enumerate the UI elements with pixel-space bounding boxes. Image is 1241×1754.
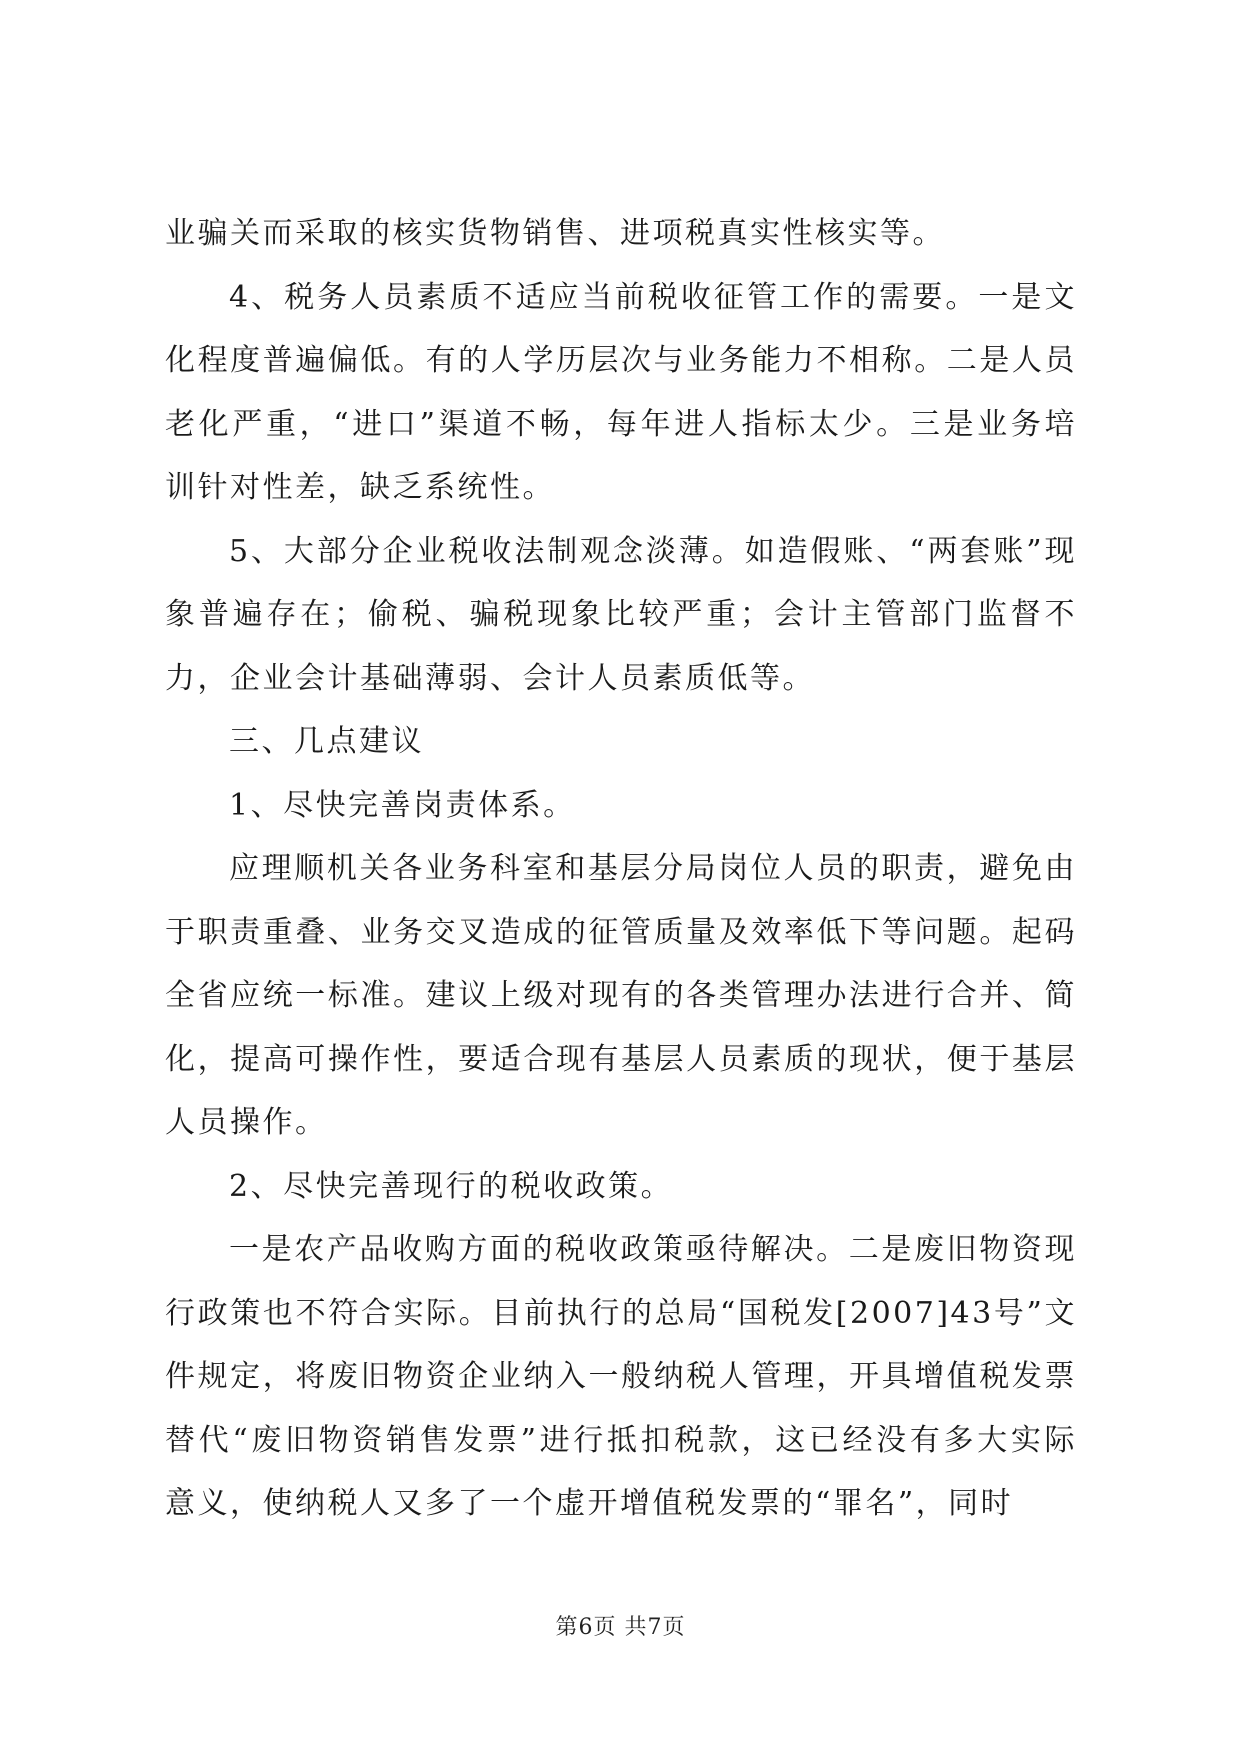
subsection-heading: 1、尽快完善岗责体系。 [229, 787, 576, 823]
paragraph: 5、大部分企业税收法制观念淡薄。如造假账、“两套账”现象普遍存在；偷税、骗税现象比较严重；会计主管部门监督不力，企业会计基础薄弱、会计人员素质低等。 [165, 533, 1077, 696]
document-body [165, 202, 1077, 1536]
subsection-heading: 2、尽快完善现行的税收政策。 [229, 1168, 674, 1204]
section-heading: 三、几点建议 [229, 724, 424, 759]
paragraph: 应理顺机关各业务科室和基层分局岗位人员的职责，避免由于职责重叠、业务交叉造成的征管质量及效率低下等问题。起码全省应统一标准。建议上级对现有的各类管理办法进行合并、简化，提高可操作性，要适合现有基层人员素质的现状，便于基层人员操作。 [165, 851, 1077, 1140]
page-number-footer: 第6页 共7页 [555, 1615, 686, 1640]
paragraph: 一是农产品收购方面的税收政策亟待解决。二是废旧物资现行政策也不符合实际。目前执行的总局“国税发[2007]43号”文件规定，将废旧物资企业纳入一般纳税人管理，开具增值税发票替代“废旧物资销售发票”进行抵扣税款，这已经没有多大实际意义，使纳税人又多了一个虚开增值税发票的“罪名”，同时 [165, 1232, 1077, 1521]
paragraph: 4、税务人员素质不适应当前税收征管工作的需要。一是文化程度普遍偏低。有的人学历层次与业务能力不相称。二是人员老化严重，“进口”渠道不畅，每年进人指标太少。三是业务培训针对性差，缺乏系统性。 [165, 279, 1077, 505]
paragraph: 业骗关而采取的核实货物销售、进项税真实性核实等。 [165, 216, 945, 251]
